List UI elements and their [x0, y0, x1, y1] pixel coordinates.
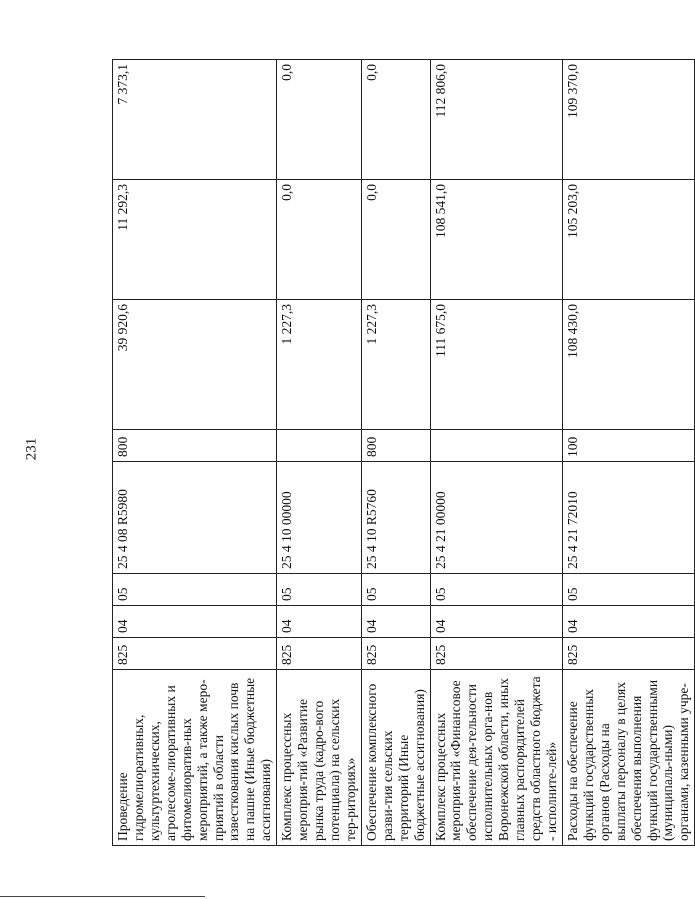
table-row [277, 60, 362, 846]
row-rz: 04 [430, 606, 562, 638]
row-gr: 825 [361, 638, 430, 670]
row-year2: 0,0 [277, 180, 362, 300]
row-pr: 05 [113, 574, 277, 606]
row-year1: 1 227,3 [361, 300, 430, 430]
row-csr: 25 4 10 R5760 [361, 462, 430, 574]
table-row [113, 60, 277, 846]
row-vr: 800 [361, 430, 430, 462]
row-year2: 108 541,0 [430, 180, 562, 300]
row-vr: 800 [113, 430, 277, 462]
row-year3: 0,0 [277, 60, 362, 180]
row-csr: 25 4 21 00000 [430, 462, 562, 574]
row-year2: 0,0 [361, 180, 430, 300]
page-number: 231 [23, 437, 40, 461]
row-year1: 108 430,0 [562, 300, 694, 430]
row-gr: 825 [113, 638, 277, 670]
row-year1: 111 675,0 [430, 300, 562, 430]
row-pr: 05 [562, 574, 694, 606]
row-year3: 109 370,0 [562, 60, 694, 180]
row-name: Комплекс процессных мероприя-тий «Развитие рынка труда (кадро-вого потенциала) на сельских тер-риториях» [277, 670, 362, 846]
row-rz: 04 [562, 606, 694, 638]
row-name: Расходы на обеспечение функций государственных органов (Расходы на выплаты персоналу в целях обеспечения выполнения функций государственными (муниципаль-ными) органами, казенными учре- [562, 670, 694, 846]
row-csr: 25 4 08 R5980 [113, 462, 277, 574]
row-pr: 05 [430, 574, 562, 606]
row-name: Обеспечение комплексного разви-тия сельских территорий (Иные бюджетные ассигнования) [361, 670, 430, 846]
row-vr [277, 430, 362, 462]
budget-table [112, 59, 695, 846]
table-row [430, 60, 562, 846]
row-pr: 05 [361, 574, 430, 606]
row-gr: 825 [277, 638, 362, 670]
row-rz: 04 [361, 606, 430, 638]
row-csr: 25 4 21 72010 [562, 462, 694, 574]
rotated-table-container [112, 60, 692, 846]
row-rz: 04 [277, 606, 362, 638]
row-year1: 39 920,6 [113, 300, 277, 430]
row-year3: 7 373,1 [113, 60, 277, 180]
row-rz: 04 [113, 606, 277, 638]
row-year1: 1 227,3 [277, 300, 362, 430]
row-year2: 11 292,3 [113, 180, 277, 300]
row-vr [430, 430, 562, 462]
row-name: Проведение гидромелиоративных, культуртехнических, агролесоме-лиоративных и фитомелиоратив-ных мероприятий, а также меро-приятий в области известкования кислых почв на пашне (Иные бюджетные ассигнования) [113, 670, 277, 846]
row-name: Комплекс процессных мероприя-тий «Финансовое обеспечение дея-тельности исполнительных орга-нов Воронежской области, иных главных распорядителей средств областного бюджета - исполните-лей» [430, 670, 562, 846]
row-year3: 0,0 [361, 60, 430, 180]
row-gr: 825 [430, 638, 562, 670]
footnote-divider [0, 896, 205, 897]
row-vr: 100 [562, 430, 694, 462]
row-pr: 05 [277, 574, 362, 606]
row-year2: 105 203,0 [562, 180, 694, 300]
row-year3: 112 806,0 [430, 60, 562, 180]
table-row [361, 60, 430, 846]
row-gr: 825 [562, 638, 694, 670]
row-csr: 25 4 10 00000 [277, 462, 362, 574]
table-row [562, 60, 694, 846]
